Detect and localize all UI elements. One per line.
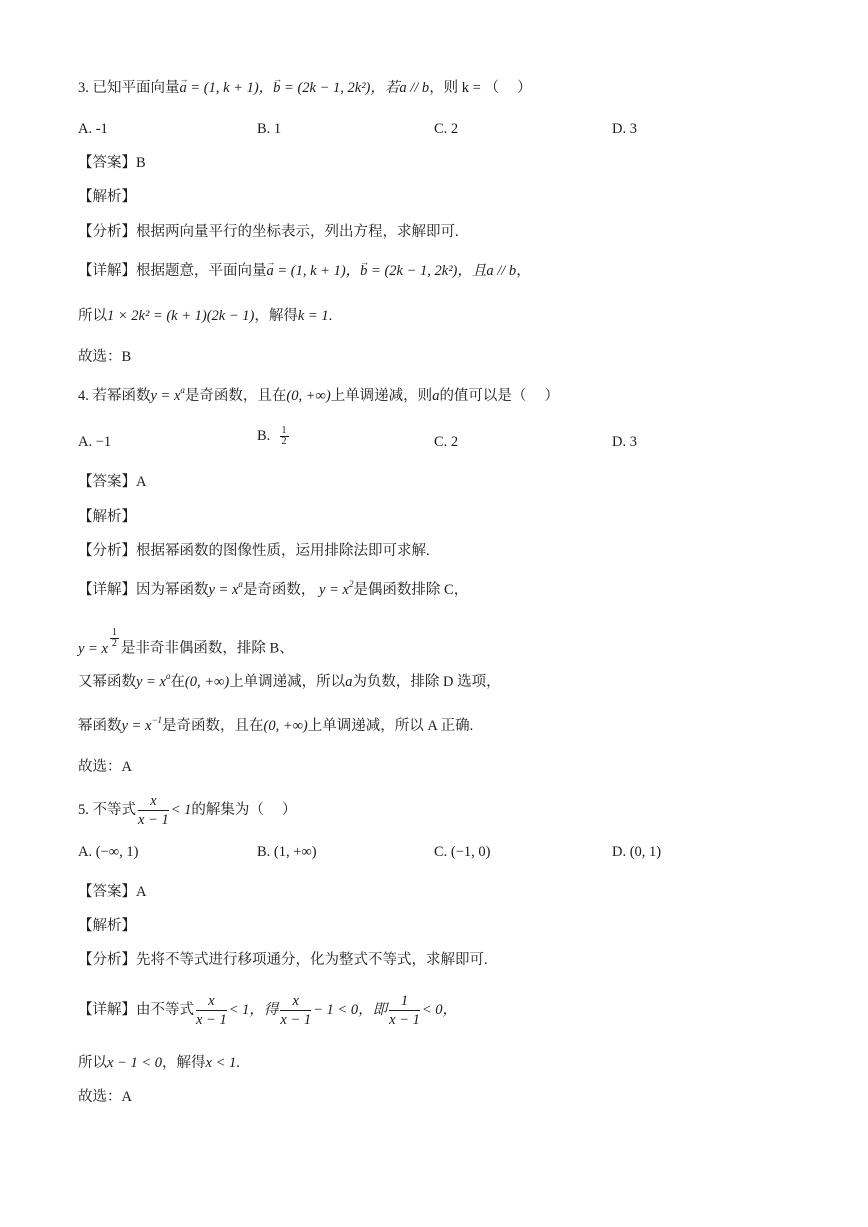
q3-step2-result: k = 1 (297, 308, 329, 324)
frac-num: x (280, 992, 311, 1011)
q4-xj-line1 (78, 580, 468, 600)
q4-l3d: 为负数，排除 D 选项， (352, 674, 501, 690)
vector-b: → b (273, 78, 280, 98)
q3-step2-mid: ，解得 (254, 308, 298, 324)
q5-answer: 【答案】A (78, 884, 147, 900)
q5-d3: − 1 < 0，即 (313, 1002, 388, 1018)
q5-frac3 (389, 992, 420, 1029)
q5-s2-eq: x − 1 < 0 (107, 1055, 163, 1071)
q5-option-a: A. (−∞, 1) (78, 844, 139, 860)
q3-xj-parallel: a // b (486, 263, 517, 279)
q4-l2-func: y = x $^{\frac{1}{2}}$ (78, 627, 117, 657)
q4-fenxi: 【分析】根据幂函数的图像性质，运用排除法即可求解. (78, 543, 430, 559)
q5-s2-end: . (236, 1055, 240, 1071)
q3-step2 (78, 306, 332, 326)
q5-d2: < 1，得 (228, 1002, 279, 1018)
frac-num: 1 (389, 992, 420, 1011)
frac-num: x (138, 792, 169, 811)
frac-num: 1 (281, 425, 287, 437)
q3-xj-eq-b: = (2k − 1, 2k²)，且 (367, 263, 487, 279)
q5-s2-result: x < 1 (205, 1055, 237, 1071)
q4-option-a: A. −1 (78, 434, 112, 450)
q3-stem-text: 已知平面向量 (92, 80, 180, 96)
q5-option-d: D. (0, 1) (612, 844, 662, 860)
q4-option-d: D. 3 (612, 434, 637, 450)
q5-d1: 由不等式 (136, 1002, 194, 1018)
q4-l3b: 在 (170, 674, 185, 690)
q3-stem (78, 78, 532, 98)
q4-l4a: 幂函数 (78, 718, 122, 734)
q3-xiangjie-text: 根据题意，平面向量 (136, 263, 267, 279)
q3-stem-suffix: ，则 k = （ ） (429, 80, 532, 96)
q3-xj-end: ， (516, 263, 531, 279)
q3-eq-b: = (2k − 1, 2k²)，若 (280, 80, 400, 96)
q4-l1c: 是偶函数排除 C， (353, 582, 469, 598)
vector-a: → a (267, 261, 274, 281)
q4-stem (78, 386, 559, 406)
frac-num: x (196, 992, 227, 1011)
q5-step2 (78, 1053, 240, 1073)
fraction-half (280, 426, 289, 447)
q3-xiangjie-label: 【详解】 (78, 263, 136, 279)
q4-xj-line3 (78, 672, 501, 692)
q4-l4-func: $y = x^{-1}$ (121, 715, 162, 734)
q5-ineq: < 1 (170, 802, 192, 818)
q4-option-b: B. $\frac{1}{2}$ (257, 425, 287, 448)
q4-l1a: 因为幂函数 (136, 582, 209, 598)
q4-l1-x2: $y = x^2$ (315, 579, 354, 598)
q3-option-c: C. 2 (434, 121, 459, 137)
vector-a: → a (180, 78, 187, 98)
q4-func: $y = x^a$ (150, 385, 185, 404)
vector-b: → b (360, 261, 367, 281)
q3-choose: 故选：B (78, 349, 132, 365)
q4-xj-line2 (78, 628, 294, 659)
q4-l3-interval: (0, +∞) (184, 674, 230, 690)
q5-stem (78, 790, 297, 830)
q4-stem-mid: 是奇函数，且在 (184, 388, 287, 404)
q3-analysis-label: 【解析】 (78, 189, 136, 205)
q4-l3-var: a (345, 674, 353, 690)
q4-l4-interval: (0, +∞) (263, 718, 308, 734)
q4-number: 4. (78, 388, 89, 404)
q4-l3-func: $y = x^a$ (136, 671, 171, 690)
q4-var: a (432, 388, 440, 404)
q4-l1-func: $y = x^a$ (208, 579, 243, 598)
q3-answer: 【答案】B (78, 155, 146, 171)
q5-xiangjie (78, 990, 457, 1030)
q4-choose: 故选：A (78, 759, 132, 775)
q3-option-d: D. 3 (612, 121, 637, 137)
q4-l1b: 是奇函数， (242, 582, 316, 598)
q3-option-a: A. -1 (78, 121, 108, 137)
q3-step2-end: . (328, 308, 333, 324)
q4-stem-mid2: 上单调递减，则 (330, 388, 433, 404)
q4-analysis-label: 【解析】 (78, 509, 136, 525)
q5-d4: < 0， (421, 1002, 457, 1018)
q5-frac1 (196, 992, 227, 1029)
q4-l3c: 上单调递减，所以 (229, 674, 346, 690)
q3-step2-prefix: 所以 (78, 308, 107, 324)
q4-stem-prefix: 若幂函数 (92, 388, 151, 404)
q5-stem-suffix: 的解集为（ ） (191, 802, 297, 818)
q4-l4b: 是奇函数，且在 (161, 718, 264, 734)
q5-s2-prefix: 所以 (78, 1055, 107, 1071)
q4-xiangjie-label: 【详解】 (78, 582, 136, 598)
q3-step2-eq: 1 × 2k² = (k + 1)(2k − 1) (107, 308, 255, 324)
q5-xiangjie-label: 【详解】 (78, 1002, 136, 1018)
q5-analysis-label: 【解析】 (78, 918, 136, 934)
q4-interval: (0, +∞) (286, 388, 331, 404)
q5-s2-mid: ，解得 (162, 1055, 206, 1071)
frac-den: x − 1 (280, 1012, 312, 1029)
q3-option-b: B. 1 (257, 121, 282, 137)
q5-frac2 (280, 992, 311, 1029)
q4-l4c: 上单调递减，所以 A 正确. (307, 718, 474, 734)
frac-den: x − 1 (389, 1012, 420, 1029)
q3-xj-eq-a: = (1, k + 1)， (273, 263, 361, 279)
q3-number: 3. (78, 80, 89, 96)
q5-fraction (138, 792, 169, 829)
q3-eq-a: = (1, k + 1)， (186, 80, 274, 96)
q4-answer: 【答案】A (78, 474, 147, 490)
q5-number: 5. (78, 802, 89, 818)
q5-choose: 故选：A (78, 1089, 132, 1105)
q5-stem-prefix: 不等式 (92, 802, 136, 818)
q4-l2b: 是非奇非偶函数，排除 B、 (120, 640, 294, 657)
q5-fenxi: 【分析】先将不等式进行移项通分，化为整式不等式，求解即可. (78, 952, 488, 968)
frac-den: x − 1 (138, 812, 169, 829)
q4-l3a: 又幂函数 (78, 674, 136, 690)
q4-option-c: C. 2 (434, 434, 459, 450)
q5-option-c: C. (−1, 0) (434, 844, 491, 860)
frac-den: x − 1 (196, 1012, 227, 1029)
q5-option-b: B. (1, +∞) (257, 844, 317, 860)
q3-xiangjie (78, 261, 531, 281)
q3-fenxi: 【分析】根据两向量平行的坐标表示，列出方程，求解即可. (78, 224, 459, 240)
q3-parallel: a // b (399, 80, 430, 96)
frac-den: 2 (281, 436, 287, 448)
q4-xj-line4 (78, 716, 473, 736)
q4-stem-suffix: 的值可以是（ ） (439, 388, 560, 404)
